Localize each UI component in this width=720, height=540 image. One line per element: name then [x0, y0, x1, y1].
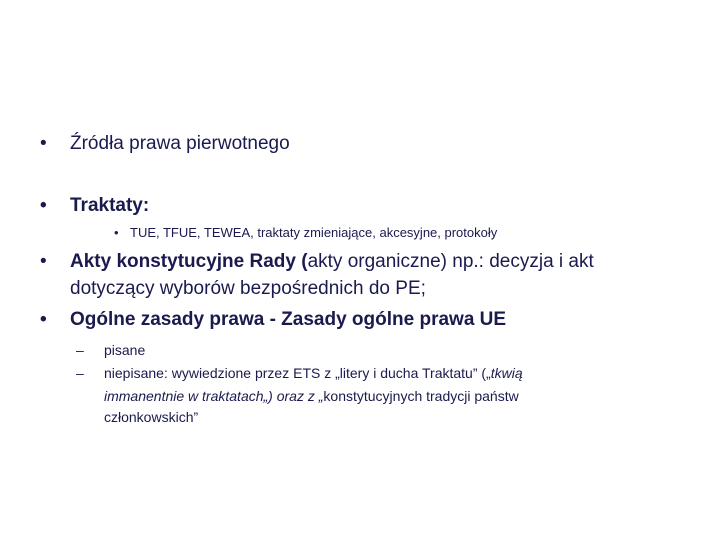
bullet-dot: •: [40, 133, 47, 154]
bullet-text-bold: Akty konstytucyjne Rady (: [70, 251, 308, 272]
bullet-text: [104, 364, 523, 382]
bullet-text: Ogólne zasady prawa - Zasady ogólne prawa UE: [70, 309, 507, 330]
bullet-text: [104, 387, 519, 405]
bullet-text: Źródła prawa pierwotnego: [70, 133, 290, 154]
bullet-text-italic: immanentnie w traktatach„) oraz z „: [104, 388, 324, 404]
bullet-text: Traktaty:: [70, 195, 150, 216]
bullet-text-regular: akty organiczne) np.: decyzja i akt: [307, 251, 594, 272]
bullet-text-regular: niepisane: wywiedzione przez ETS z „litery i ducha Traktatu” („: [104, 365, 491, 381]
bullet-dot: •: [40, 309, 47, 330]
bullet-text: członkowskich”: [104, 409, 199, 425]
bullet-dot: •: [40, 251, 47, 272]
bullet-text-italic: tkwią: [490, 365, 523, 381]
bullet-dot: •: [114, 225, 119, 240]
bullet-text: [70, 250, 594, 274]
bullet-dot: •: [40, 195, 47, 216]
bullet-dash: –: [76, 342, 84, 358]
bullet-dash: –: [76, 365, 84, 381]
bullet-text: pisane: [104, 342, 146, 358]
bullet-text: TUE, TFUE, TEWEA, traktaty zmieniające, akcesyjne, protokoły: [130, 225, 498, 240]
bullet-text: dotyczący wyborów bezpośrednich do PE;: [70, 278, 426, 299]
bullet-text-regular: konstytucyjnych tradycji państw: [323, 388, 519, 404]
